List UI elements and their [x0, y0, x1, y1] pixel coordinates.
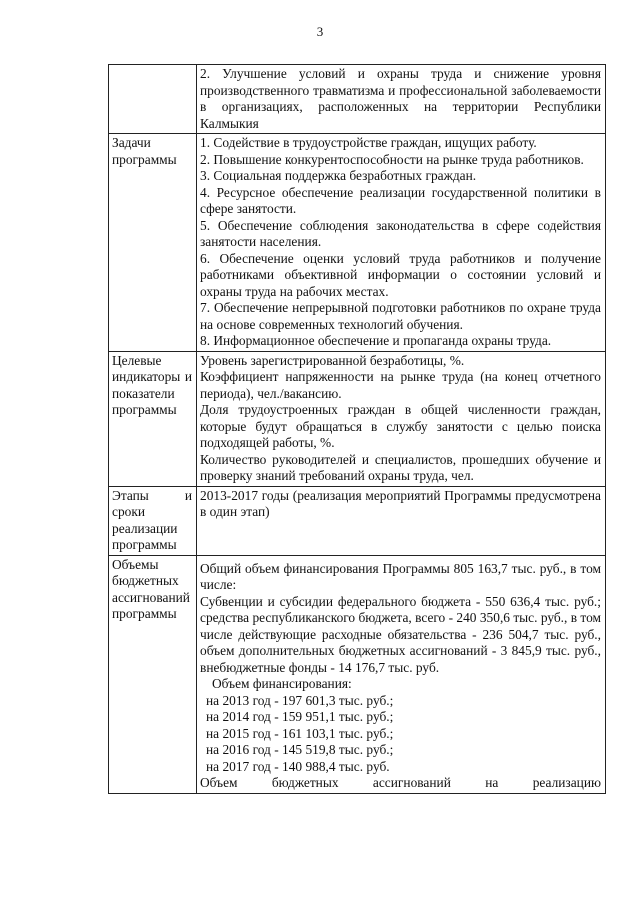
year-line: на 2015 год - 161 103,1 тыс. руб.;: [206, 725, 394, 741]
task-item: 8. Информационное обеспечение и пропаганда охраны труда.: [200, 333, 552, 348]
table-row: [109, 65, 606, 134]
financing-title: Объем финансирования:: [212, 676, 352, 691]
indicators-label: [109, 351, 197, 486]
year-line: на 2017 год - 140 988,4 тыс. руб.: [206, 758, 390, 774]
indicator-item: Доля трудоустроенных граждан в общей численности граждан, которые будут обращаться в службу занятости с целью поиска подходящей работы, %.: [200, 402, 601, 450]
task-item: 5. Обеспечение соблюдения законодательства в сфере содействия занятости населения.: [200, 217, 601, 249]
year-line: на 2013 год - 197 601,3 тыс. руб.;: [206, 692, 394, 708]
program-passport-table: [108, 64, 606, 794]
page-number: 3: [316, 24, 324, 39]
task-item: 4. Ресурсное обеспечение реализации государственной политики в сфере занятости.: [200, 184, 601, 216]
indicator-item: Коэффициент напряженности на рынке труда (на конец отчетного периода), чел./вакансию.: [200, 369, 601, 401]
label-line: показатели: [112, 385, 175, 401]
label-line: Целевые: [112, 352, 162, 368]
label-line: Этапы и сроки: [112, 487, 192, 519]
indicator-item: Количество руководителей и специалистов, прошедших обучение и проверку знаний требований охраны труда, чел.: [200, 451, 601, 483]
label-line: программы: [112, 151, 177, 167]
row-label-empty: [109, 65, 197, 134]
year-line: на 2014 год - 159 951,1 тыс. руб.;: [206, 709, 394, 724]
table-row: [109, 351, 606, 486]
budget-total: Общий объем финансирования Программы 805 163,7 тыс. руб., в том числе:: [200, 560, 601, 592]
label-line: программы: [112, 537, 177, 552]
label-line: Задачи: [112, 135, 151, 150]
stages-text: 2013-2017 годы (реализация мероприятий Программы предусмотрена в один этап): [200, 487, 601, 519]
task-item: 1. Содействие в трудоустройстве граждан, ищущих работу.: [200, 135, 537, 150]
task-item: 7. Обеспечение непрерывной подготовки работников по охране труда на основе современных технологий обучения.: [200, 300, 601, 332]
goal-2-text: 2. Улучшение условий и охраны труда и снижение уровня производственного травматизма и профессиональной заболеваемости в организациях, расположенных на территории Республики Калмыкия: [200, 66, 601, 131]
stages-content: [197, 486, 606, 555]
table-row: [109, 555, 606, 793]
task-item: 2. Повышение конкурентоспособности на рынке труда работников.: [200, 151, 584, 167]
year-line: на 2016 год - 145 519,8 тыс. руб.;: [206, 742, 394, 757]
budget-tail: Объем бюджетных ассигнований на реализацию: [200, 775, 601, 790]
task-item: 6. Обеспечение оценки условий труда работников и получение работниками объективной информации о состоянии условий и охраны труда на рабочих местах.: [200, 250, 601, 299]
label-line: программы: [112, 606, 177, 621]
budget-sources: Субвенции и субсидии федерального бюджета - 550 636,4 тыс. руб.; средства республиканского бюджета, всего - 240 350,6 тыс. руб., в том числе действующие расходные обязательства - 236 504,7 тыс. руб., объем дополнительных бюджетных ассигнований - 3 845,9 тыс. руб., внебюджетные фонды - 14 176,7 тыс. руб.: [200, 593, 601, 675]
tasks-label: [109, 134, 197, 352]
label-line: Объемы: [112, 556, 159, 572]
task-item: 3. Социальная поддержка безработных граждан.: [200, 168, 477, 183]
goal-2-cell: [197, 65, 606, 134]
indicators-content: [197, 351, 606, 486]
table-row: [109, 134, 606, 352]
budget-content: [197, 555, 606, 793]
label-line: программы: [112, 402, 177, 417]
table-row: [109, 486, 606, 555]
label-line: бюджетных: [112, 573, 179, 588]
indicator-item: Уровень зарегистрированной безработицы, %.: [200, 352, 465, 368]
stages-label: [109, 486, 197, 555]
label-line: индикаторы и: [112, 369, 192, 384]
tasks-content: [197, 134, 606, 352]
label-line: ассигнований: [112, 589, 190, 605]
label-line: реализации: [112, 520, 178, 536]
budget-label: [109, 555, 197, 793]
